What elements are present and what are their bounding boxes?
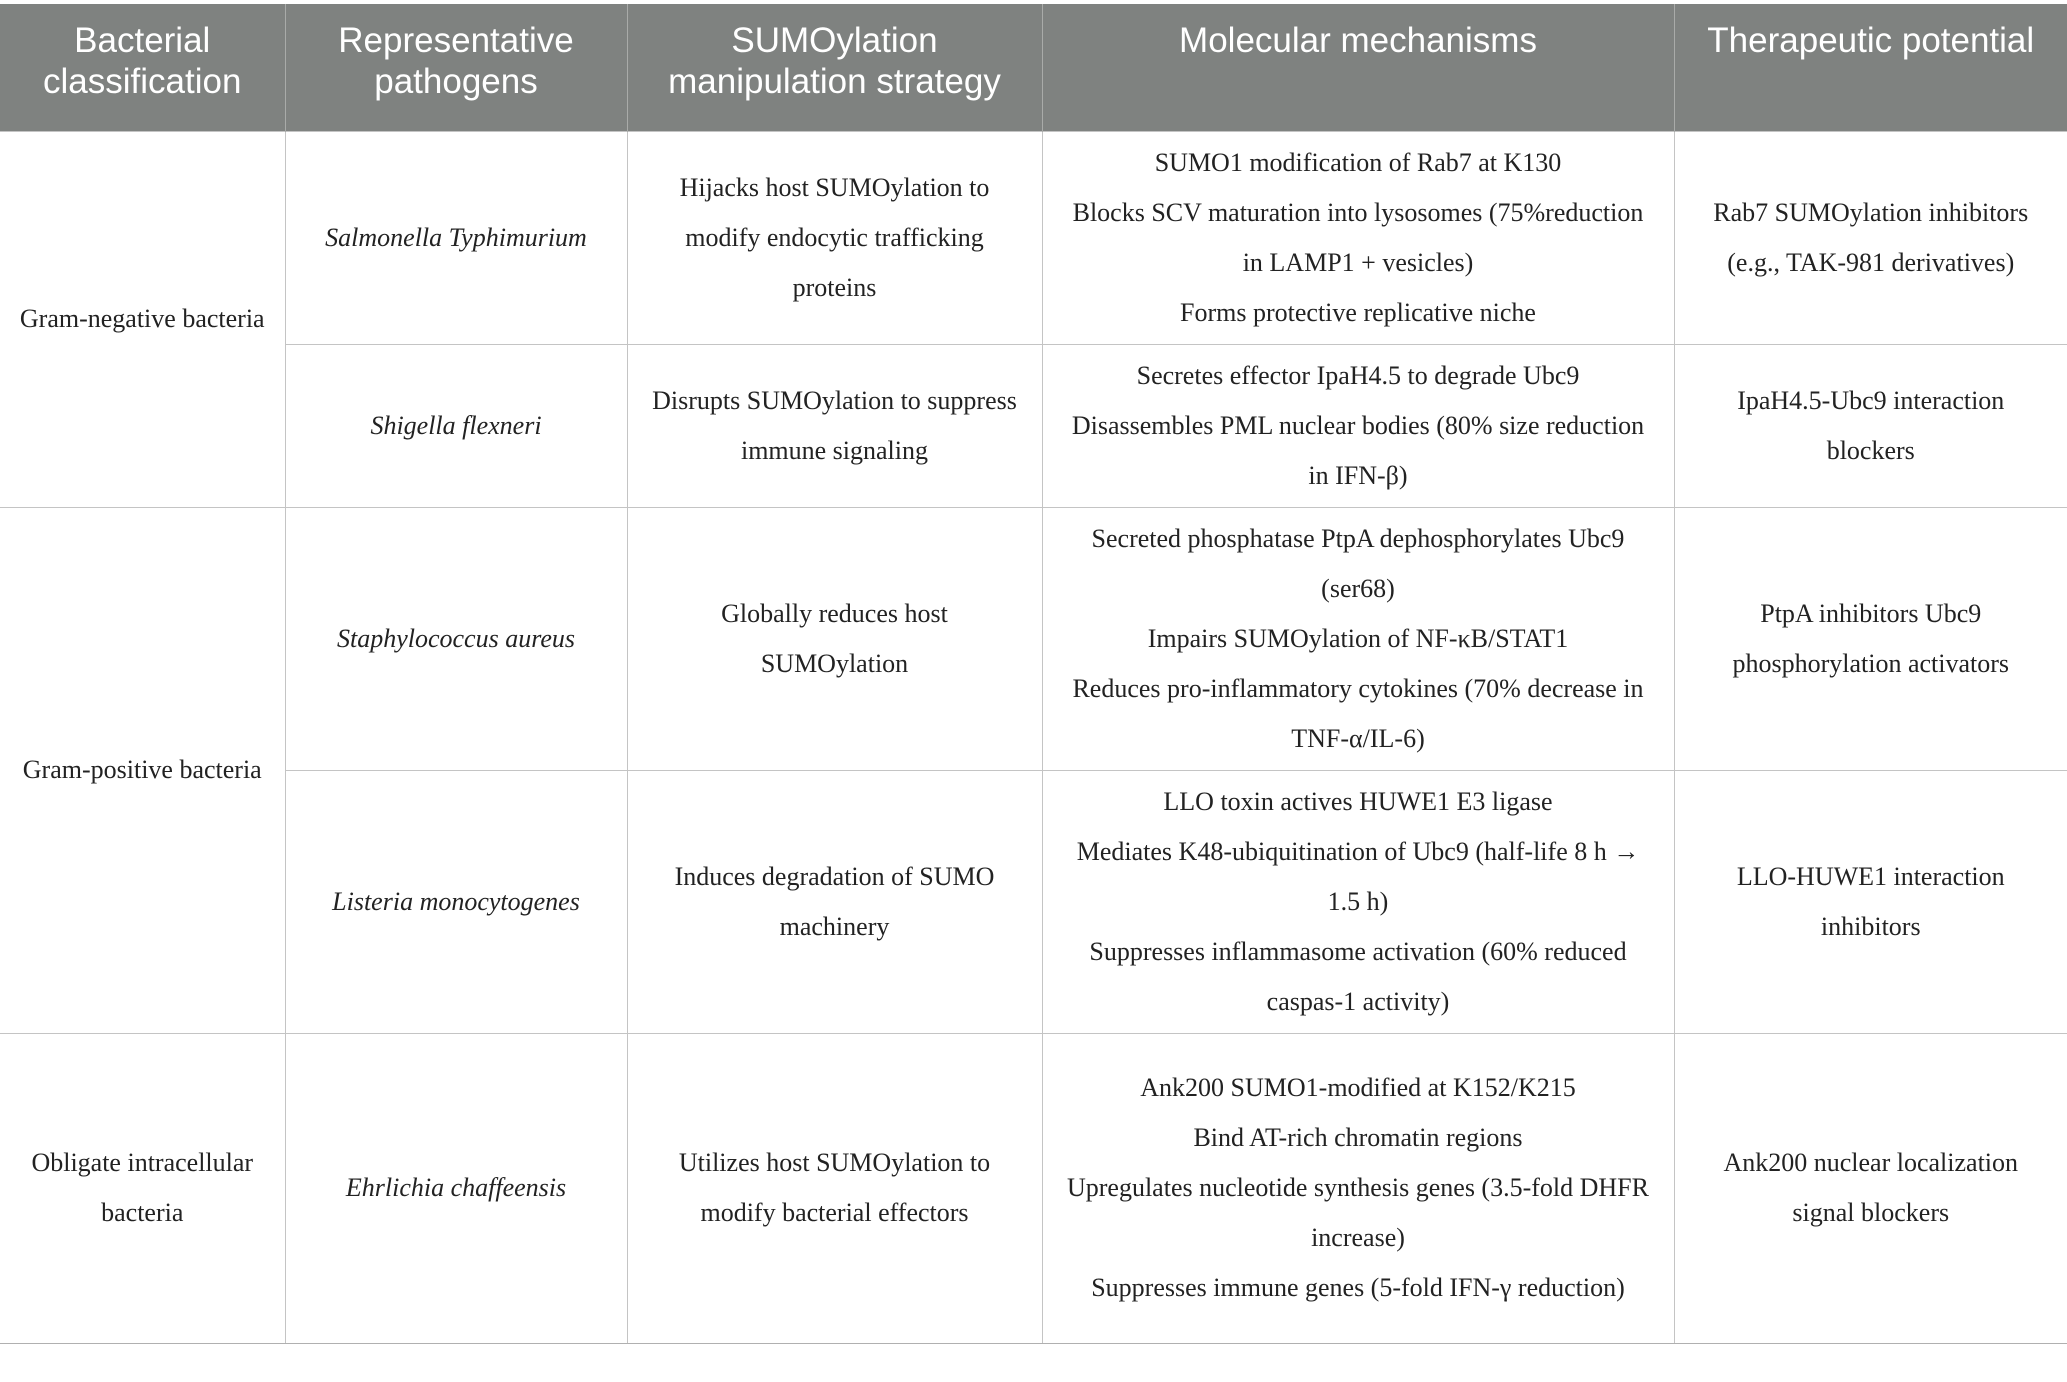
classification-cell: Obligate intracellular bacteria [0,1033,285,1343]
strategy-cell: Induces degradation of SUMO machinery [627,770,1042,1033]
mechanism-line: Bind AT-rich chromatin regions [1193,1123,1523,1152]
header-therapeutic: Therapeutic potential [1674,4,2067,131]
mechanism-line: Suppresses inflammasome activation (60% reduced caspas-1 activity) [1089,936,1627,1016]
pathogen-cell: Shigella flexneri [285,344,627,507]
mechanism-line: Reduces pro-inflammatory cytokines (70% decrease in TNF-α/IL-6) [1072,673,1644,753]
mechanisms-cell [1042,770,1674,1033]
mechanism-line: Blocks SCV maturation into lysosomes (75%reduction in LAMP1 + vesicles) [1072,197,1644,277]
table-header [0,4,2067,131]
therapeutic-cell: Ank200 nuclear localization signal blockers [1674,1033,2067,1343]
mechanism-line: Forms protective replicative niche [1180,297,1536,327]
header-row [0,4,2067,131]
pathogen-cell: Staphylococcus aureus [285,507,627,770]
classification-cell: Gram-positive bacteria [0,507,285,1033]
mechanism-line: LLO toxin actives HUWE1 E3 ligase [1163,786,1553,816]
mechanism-line: Ank200 SUMO1-modified at K152/K215 [1140,1073,1576,1102]
therapeutic-cell: Rab7 SUMOylation inhibitors (e.g., TAK-981 derivatives) [1674,131,2067,344]
mechanisms-cell [1042,1033,1674,1343]
mechanism-line: Disassembles PML nuclear bodies (80% size reduction in IFN-β) [1071,410,1645,490]
pathogen-cell: Listeria monocytogenes [285,770,627,1033]
table-row [0,344,2067,507]
mechanism-line: Upregulates nucleotide synthesis genes (3.5-fold DHFR increase) [1066,1173,1649,1252]
header-classification: Bacterial classification [0,4,285,131]
table-row [0,131,2067,344]
classification-cell: Gram-negative bacteria [0,131,285,507]
therapeutic-cell: IpaH4.5-Ubc9 interaction blockers [1674,344,2067,507]
mechanisms-cell [1042,131,1674,344]
table-body [0,131,2067,1343]
header-pathogens: Representative pathogens [285,4,627,131]
strategy-cell: Disrupts SUMOylation to suppress immune signaling [627,344,1042,507]
mechanism-line: Secreted phosphatase PtpA dephosphorylates Ubc9 (ser68) [1091,523,1625,603]
mechanism-line: Suppresses immune genes (5-fold IFN-γ reduction) [1091,1273,1625,1302]
therapeutic-cell: LLO-HUWE1 interaction inhibitors [1674,770,2067,1033]
mechanisms-cell [1042,507,1674,770]
table-row [0,770,2067,1033]
strategy-cell: Utilizes host SUMOylation to modify bacterial effectors [627,1033,1042,1343]
mechanisms-cell [1042,344,1674,507]
header-mechanisms: Molecular mechanisms [1042,4,1674,131]
table-row [0,507,2067,770]
mechanism-line: Secretes effector IpaH4.5 to degrade Ubc9 [1136,360,1580,390]
strategy-cell: Globally reduces host SUMOylation [627,507,1042,770]
mechanism-line: SUMO1 modification of Rab7 at K130 [1154,147,1562,177]
mechanism-line: Impairs SUMOylation of NF-κB/STAT1 [1147,623,1569,653]
table-row [0,1033,2067,1343]
strategy-cell: Hijacks host SUMOylation to modify endocytic trafficking proteins [627,131,1042,344]
sumoylation-table [0,4,2067,1344]
mechanism-line: Mediates K48-ubiquitination of Ubc9 (half-life 8 h → 1.5 h) [1076,836,1640,916]
header-strategy: SUMOylation manipulation strategy [627,4,1042,131]
pathogen-cell: Salmonella Typhimurium [285,131,627,344]
therapeutic-cell: PtpA inhibitors Ubc9 phosphorylation activators [1674,507,2067,770]
pathogen-cell: Ehrlichia chaffeensis [285,1033,627,1343]
